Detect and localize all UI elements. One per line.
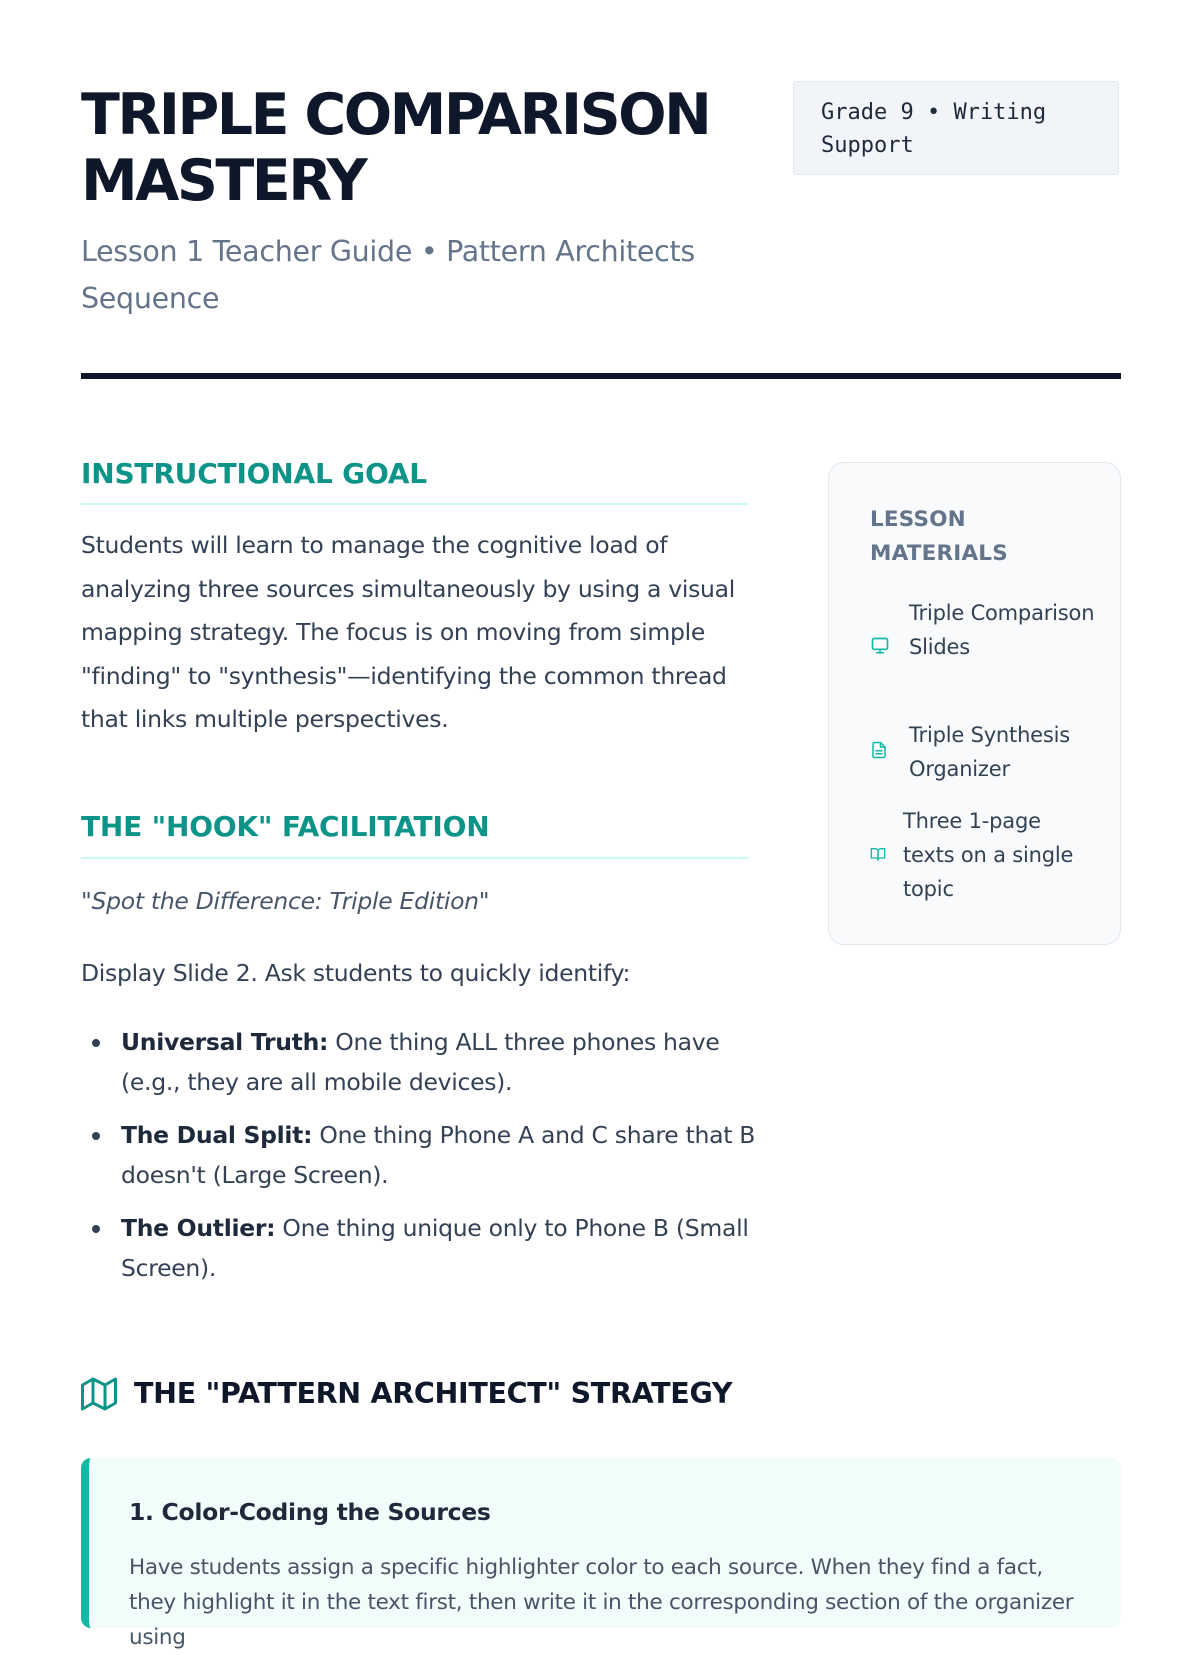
list-item-term: Universal Truth: [121,1028,329,1056]
list-item-text: One thing ALL three phones have (e.g., they are all mobile devices). [121,1028,720,1096]
document-icon [870,740,888,764]
presentation-icon [870,636,890,660]
list-item-text: One thing unique only to Phone B (Small Screen). [121,1214,749,1282]
material-label: Triple Comparison Slides [909,601,1095,659]
material-item-slides[interactable] [870,596,1100,698]
section-divider [81,503,749,505]
bullet-dot [92,1039,100,1047]
material-item-texts[interactable] [870,804,1100,906]
section-divider [81,857,749,859]
list-item-term: The Dual Split: [121,1121,313,1149]
bullet-dot [92,1132,100,1140]
hook-quote: "Spot the Difference: Triple Edition" [81,887,490,915]
map-icon [81,1376,117,1416]
materials-title-line-1: LESSON [870,507,966,532]
list-item [81,1115,761,1195]
lesson-guide-page [81,0,1121,1650]
materials-title-line-2: MATERIALS [870,541,1008,566]
material-item-organizer[interactable] [870,718,1100,788]
page-title: TRIPLE COMPARISON MASTERY [81,82,710,214]
materials-title [870,503,1008,571]
instructional-goal-heading: INSTRUCTIONAL GOAL [81,457,427,490]
grade-badge: Grade 9 • Writing Support [793,81,1119,175]
list-item [81,1022,761,1102]
book-icon [870,846,886,866]
hook-heading: THE "HOOK" FACILITATION [81,810,490,843]
hook-list [81,1022,761,1301]
header-divider [81,373,1121,379]
material-label: Three 1-page texts on a single topic [903,809,1074,901]
material-label: Triple Synthesis Organizer [909,723,1071,781]
strategy-card [81,1458,1121,1650]
strategy-card-text: Have students assign a specific highlighter color to each source. When they find a fact, they highlight it in the text first, then write it in the corresponding section of the organizer using [129,1555,1074,1650]
strategy-heading: THE "PATTERN ARCHITECT" STRATEGY [134,1377,733,1410]
bullet-dot [92,1225,100,1233]
list-item-text: One thing Phone A and C share that B doesn't (Large Screen). [121,1121,756,1189]
strategy-card-title: 1. Color-Coding the Sources [129,1498,491,1526]
instructional-goal-text: Students will learn to manage the cognitive load of analyzing three sources simultaneously by using a visual mapping strategy. The focus is on moving from simple "finding" to "synthesis"—identifying the common thread that links multiple perspectives. [81,531,735,733]
hook-intro: Display Slide 2. Ask students to quickly identify: [81,959,631,987]
lesson-materials-panel [828,462,1121,945]
list-item [81,1208,761,1288]
page-subtitle: Lesson 1 Teacher Guide • Pattern Architects Sequence [81,235,695,315]
list-item-term: The Outlier: [121,1214,276,1242]
